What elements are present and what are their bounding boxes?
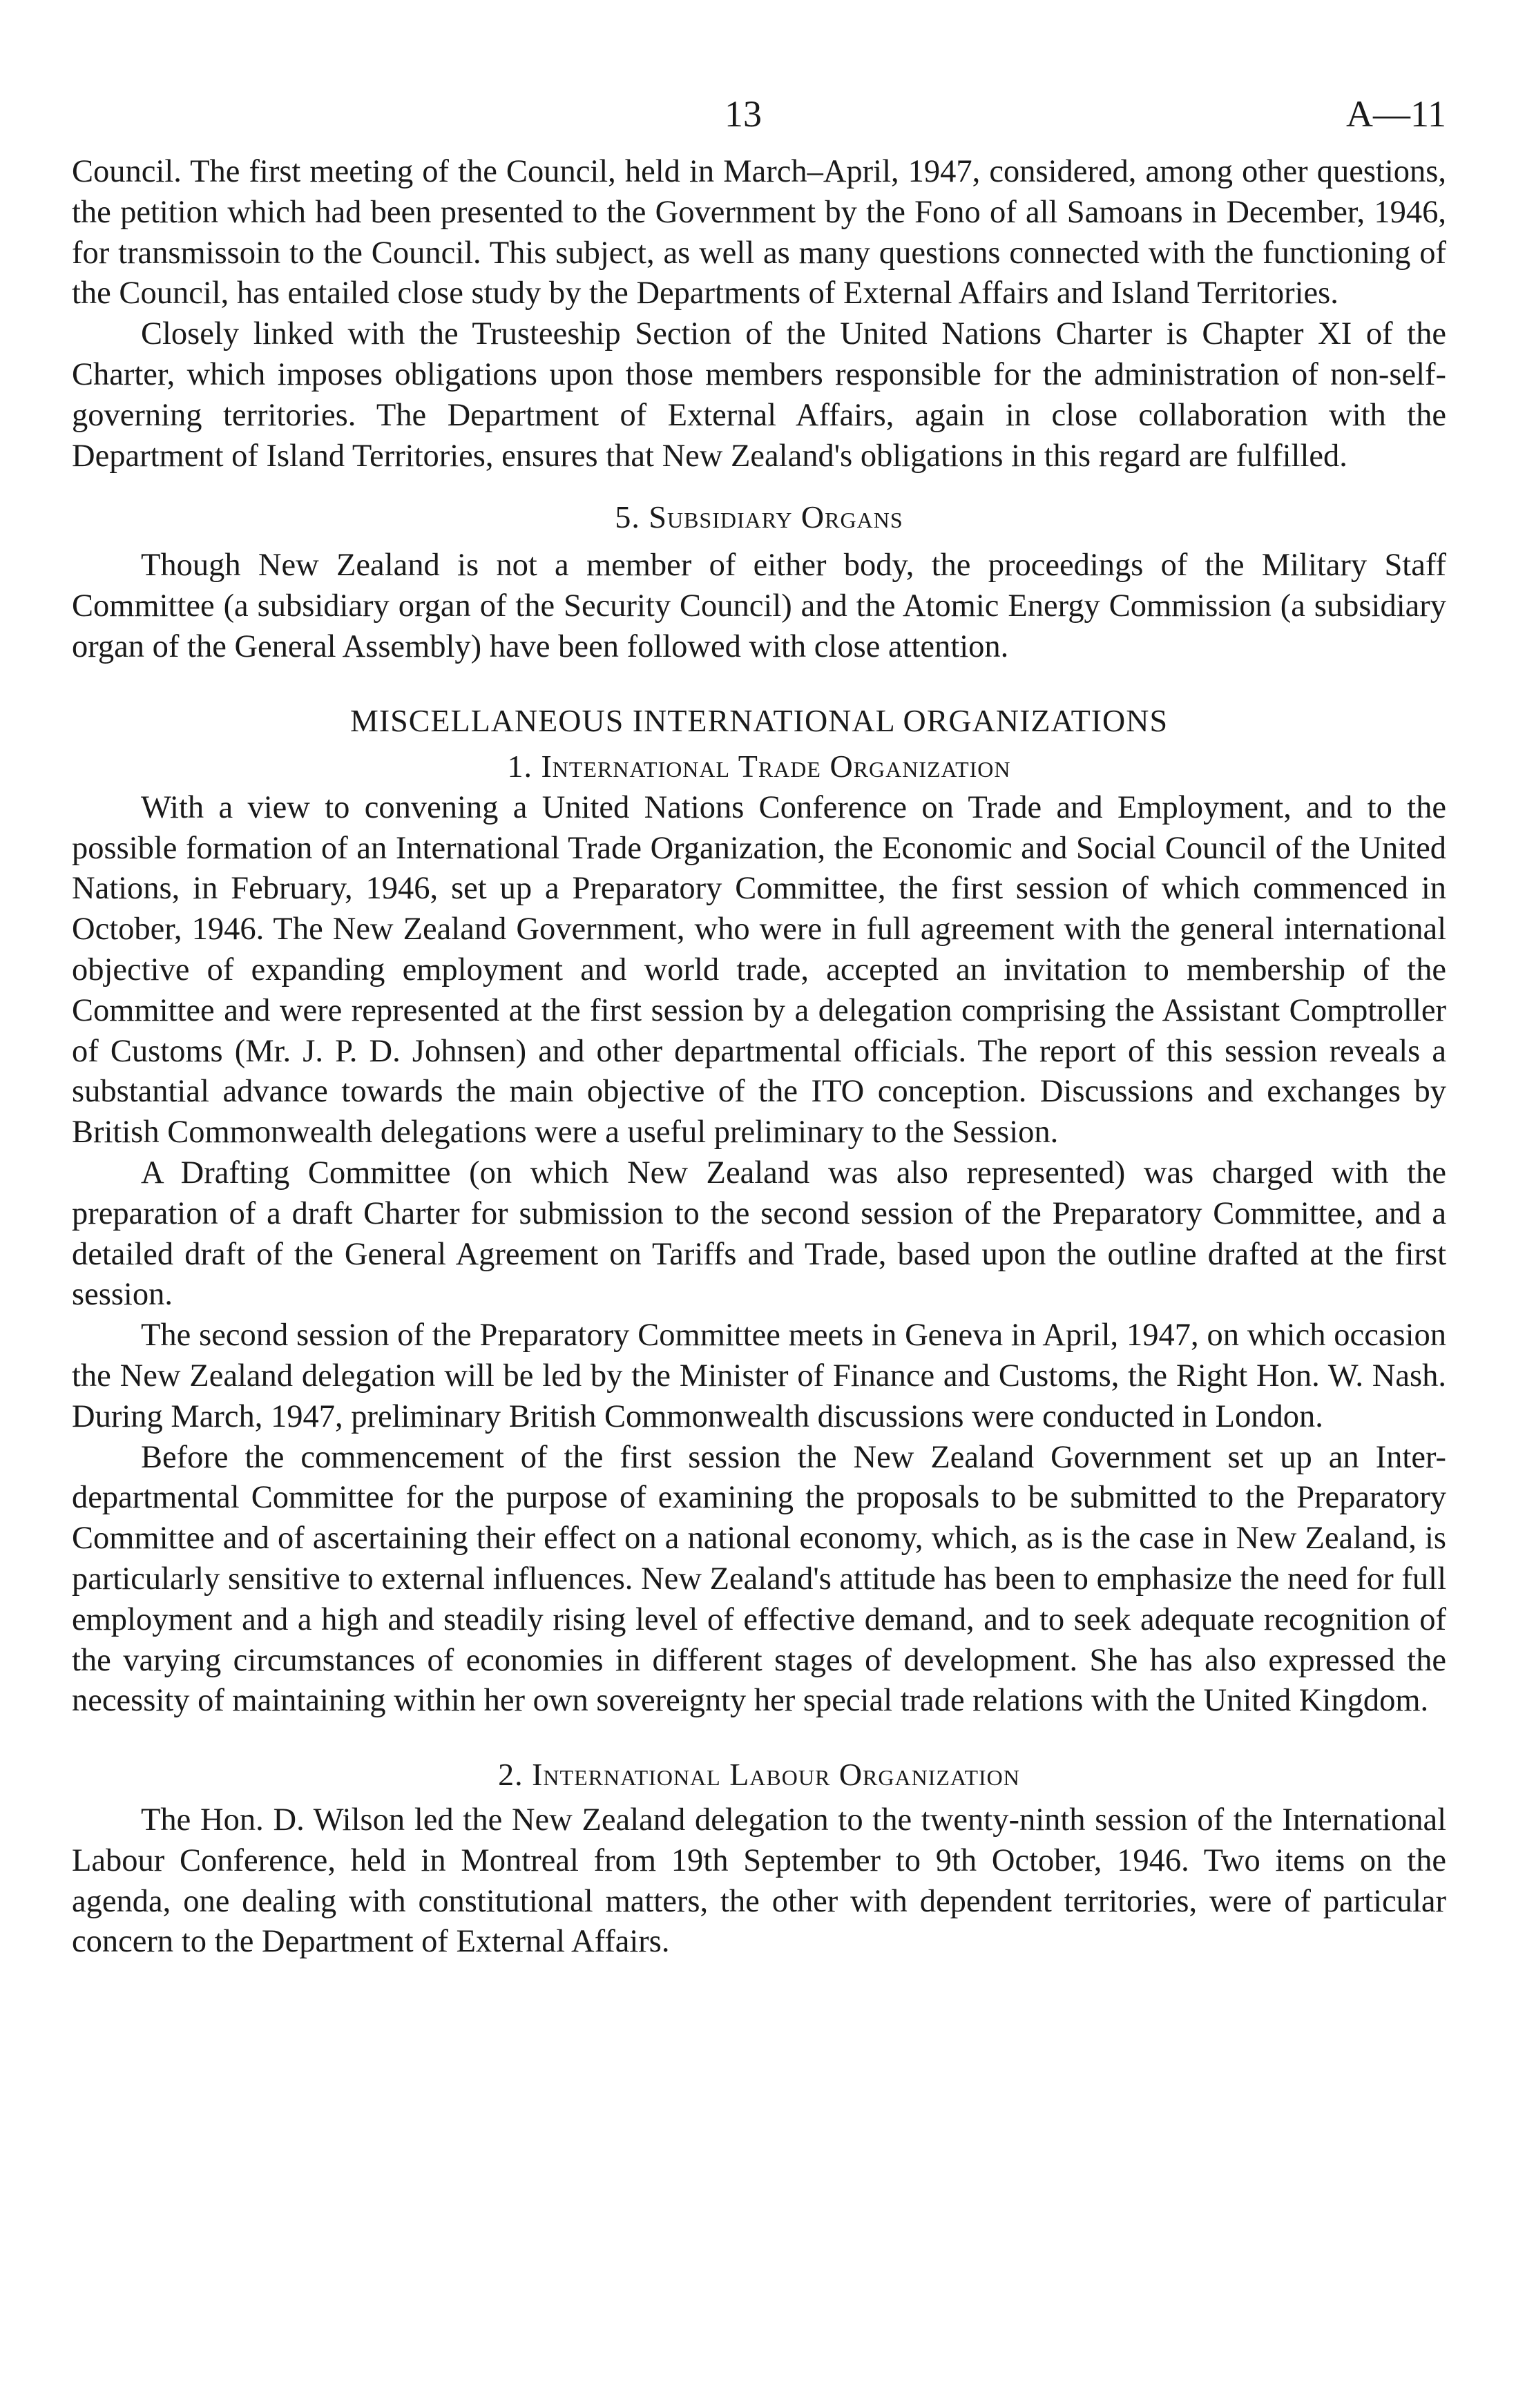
document-reference: A—11 <box>1346 93 1446 135</box>
paragraph-chapter-xi: Closely linked with the Trusteeship Section of the United Nations Charter is Chapter XI of the Charter, which imposes obligations upon those members responsible for the administration of non-self-governing territories. The Department of External Affairs, again in close collaboration with the Department of Island Territories, ensures that New Zealand's obligations in this regard are fulfilled. <box>72 316 1446 474</box>
paragraph-second-session: The second session of the Preparatory Committee meets in Geneva in April, 1947, on which occasion the New Zealand delegation will be led by the Minister of Finance and Customs, the Right Hon. W. Nash. During March, 1947, preliminary British Commonwealth discussions were conducted in London. <box>72 1318 1446 1434</box>
heading-subsidiary-organs-text: 5. Subsidiary Organs <box>615 499 903 535</box>
paragraph-council-meeting: Council. The first meeting of the Council, held in March–April, 1947, considered, among other questions, the petition which had been presented to the Government by the Fono of all Samoans in December, 1946, for transmissoin to the Council. This subject, as well as many questions connected with the functioning of the Council, has entailed close study by the Departments of External Affairs and Island Territories. <box>72 154 1446 311</box>
document-page <box>72 90 1446 1963</box>
paragraph-ito-preparatory: With a view to convening a United Nations Conference on Trade and Employment, and to the possible formation of an International Trade Organization, the Economic and Social Council of the United Nations, in February, 1946, set up a Preparatory Committee, the first session of which commenced in October, 1946. The New Zealand Government, who were in full agreement with the general international objective of expanding employment and world trade, accepted an invitation to membership of the Committee and were represented at the first session by a delegation comprising the Assistant Comptroller of Customs (Mr. J. P. D. Johnsen) and other departmental officials. The report of this session reveals a substantial advance towards the main objective of the ITO conception. Discussions and exchanges by British Commonwealth delegations were a useful preliminary to the Session. <box>72 789 1446 1150</box>
paragraph-inter-departmental: Before the commencement of the first session the New Zealand Government set up an Inter-departmental Committee for the purpose of examining the proposals to be submitted to the Preparatory Committee and of ascertaining their effect on a national economy, which, as is the case in New Zealand, is particularly sensitive to external influences. New Zealand's attitude has been to emphasize the need for full employment and a high and steadily rising level of effective demand, and to seek adequate recognition of the varying circumstances of economies in different stages of development. She has also expressed the necessity of maintaining within her own sovereignty her special trade relations with the United Kingdom. <box>72 1439 1446 1719</box>
page-header <box>72 90 1446 152</box>
paragraph-ilo-conference: The Hon. D. Wilson led the New Zealand delegation to the twenty-ninth session of the International Labour Conference, held in Montreal from 19th September to 9th October, 1946. Two items on the agenda, one dealing with constitutional matters, the other with dependent territories, were of particular concern to the Department of External Affairs. <box>72 1802 1446 1960</box>
heading-subsidiary-organs <box>72 497 1446 539</box>
paragraph-subsidiary-organs: Though New Zealand is not a member of either body, the proceedings of the Military Staff Committee (a subsidiary organ of the Security Council) and the Atomic Energy Commission (a subsidiary organ of the General Assembly) have been followed with close attention. <box>72 548 1446 664</box>
heading-ito-text: 1. International Trade Organization <box>507 748 1011 784</box>
heading-ilo-text: 2. International Labour Organization <box>498 1757 1020 1793</box>
heading-ilo <box>72 1755 1446 1796</box>
page-number: 13 <box>725 93 762 135</box>
paragraph-drafting-committee: A Drafting Committee (on which New Zealand was also represented) was charged with the preparation of a draft Charter for submission to the second session of the Preparatory Committee, and a detailed draft of the General Agreement on Tariffs and Trade, based upon the outline drafted at the first session. <box>72 1155 1446 1313</box>
heading-ito <box>72 747 1446 788</box>
heading-misc-organizations: MISCELLANEOUS INTERNATIONAL ORGANIZATIONS <box>349 702 1169 738</box>
